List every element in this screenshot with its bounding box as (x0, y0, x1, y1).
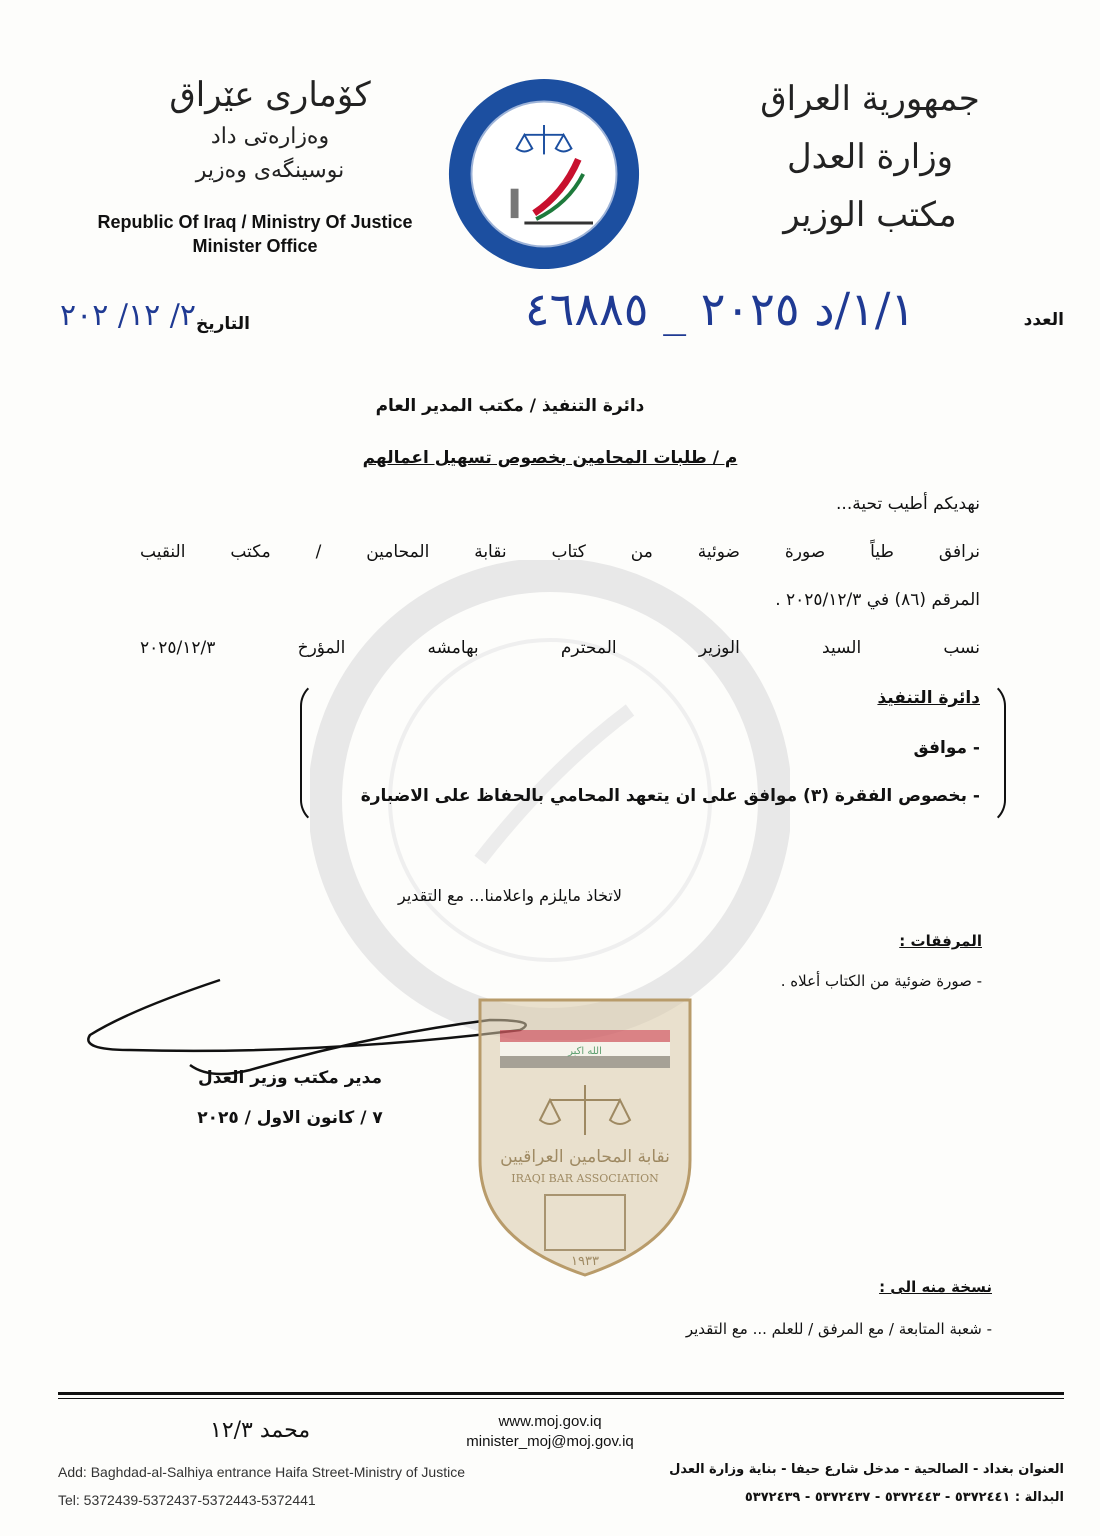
footer-website[interactable]: www.moj.gov.iq (498, 1413, 602, 1430)
seal-label-english: IRAQI BAR ASSOCIATION (511, 1172, 659, 1185)
signature-date: ٧ / كانون الاول / ٢٠٢٥ (197, 1108, 383, 1128)
reference-number-label: العدد (1023, 310, 1064, 330)
paragraph1-line2: المرقم (٨٦) في ٢٠٢٥/١٢/٣ . (775, 590, 980, 610)
footer-address-arabic: العنوان بغداد - الصالحية - مدخل شارع حيفا - بناية وزارة العدل (669, 1462, 1064, 1477)
closing-line: لاتخاذ مايلزم واعلامنا... مع التقدير (398, 886, 622, 905)
header-arabic-line3: مكتب الوزير (783, 195, 957, 235)
header-arabic-line2: وزارة العدل (786, 137, 954, 177)
directive-item-paragraph3: - بخصوص الفقرة (٣) موافق على ان يتعهد المحامي بالحفاظ على الاضبارة (360, 786, 980, 806)
header-kurdish-line2: وەزارەتی داد (210, 124, 330, 149)
paragraph1-line1: نرافق طياً صورة ضوئية من كتاب نقابة المحامين / مكتب النقيب (140, 542, 980, 562)
date-value: ٢/ ١٢/ ٢٠٢ (59, 298, 196, 333)
seal-year: ١٩٣٣ (571, 1254, 599, 1269)
copy-to-title: نسخة منه الى : (879, 1278, 992, 1296)
footer-address-english: Add: Baghdad-al-Salhiya entrance Haifa Street-Ministry of Justice (58, 1464, 465, 1480)
reference-number-value: ١/١/د ٢٠٢٥ _ ٤٦٨٨٥ (524, 282, 916, 336)
header-kurdish-line1: كۆماری عێراق (169, 75, 371, 115)
seal-flag-text: الله اكبر (568, 1046, 602, 1057)
attachments-title: المرفقات : (899, 932, 982, 950)
footer-phone-arabic: البدالة : ٥٣٧٢٤٤١ - ٥٣٧٢٤٤٣ - ٥٣٧٢٤٣٧ - ٥٣٧٢٤٣٩ (744, 1490, 1064, 1505)
addressee: دائرة التنفيذ / مكتب المدير العام (375, 396, 645, 416)
greeting: نهديكم أطيب تحية... (836, 494, 980, 514)
footer-divider (58, 1392, 1064, 1395)
header-arabic (720, 70, 1020, 244)
date-label: التاريخ (196, 314, 250, 334)
paragraph2: نسب السيد الوزير المحترم بهامشه المؤرخ ٢٠٢٥/١٢/٣ (140, 638, 980, 658)
header-kurdish-line3: نوسینگەی وەزیر (195, 158, 345, 183)
bar-association-seal-icon (470, 990, 700, 1280)
footer-contact (430, 1412, 670, 1452)
footer-handwritten-note: محمد ١٢/٣ (210, 1418, 311, 1443)
header-english-line2: Minister Office (192, 236, 318, 256)
footer-divider-thin (58, 1398, 1064, 1399)
footer-email[interactable]: minister_moj@moj.gov.iq (466, 1433, 634, 1450)
header-kurdish (120, 70, 420, 188)
ministry-logo-icon (446, 76, 642, 272)
attachments-item: - صورة ضوئية من الكتاب أعلاه . (780, 972, 982, 990)
header-arabic-line1: جمهورية العراق (760, 79, 980, 119)
signer-title: مدير مكتب وزير العدل (197, 1068, 383, 1088)
footer-phone-english: Tel: 5372439-5372437-5372443-5372441 (58, 1492, 316, 1508)
directive-title: دائرة التنفيذ (877, 688, 980, 708)
header-english (60, 210, 450, 258)
subject: م / طلبات المحامين بخصوص تسهيل اعمالهم (362, 448, 738, 468)
header-english-line1: Republic Of Iraq / Ministry Of Justice (97, 212, 413, 232)
seal-label-arabic: نقابة المحامين العراقيين (500, 1147, 670, 1167)
copy-to-item: - شعبة المتابعة / مع المرفق / للعلم ... مع التقدير (685, 1320, 992, 1338)
directive-item-approve: - موافق (913, 738, 980, 758)
